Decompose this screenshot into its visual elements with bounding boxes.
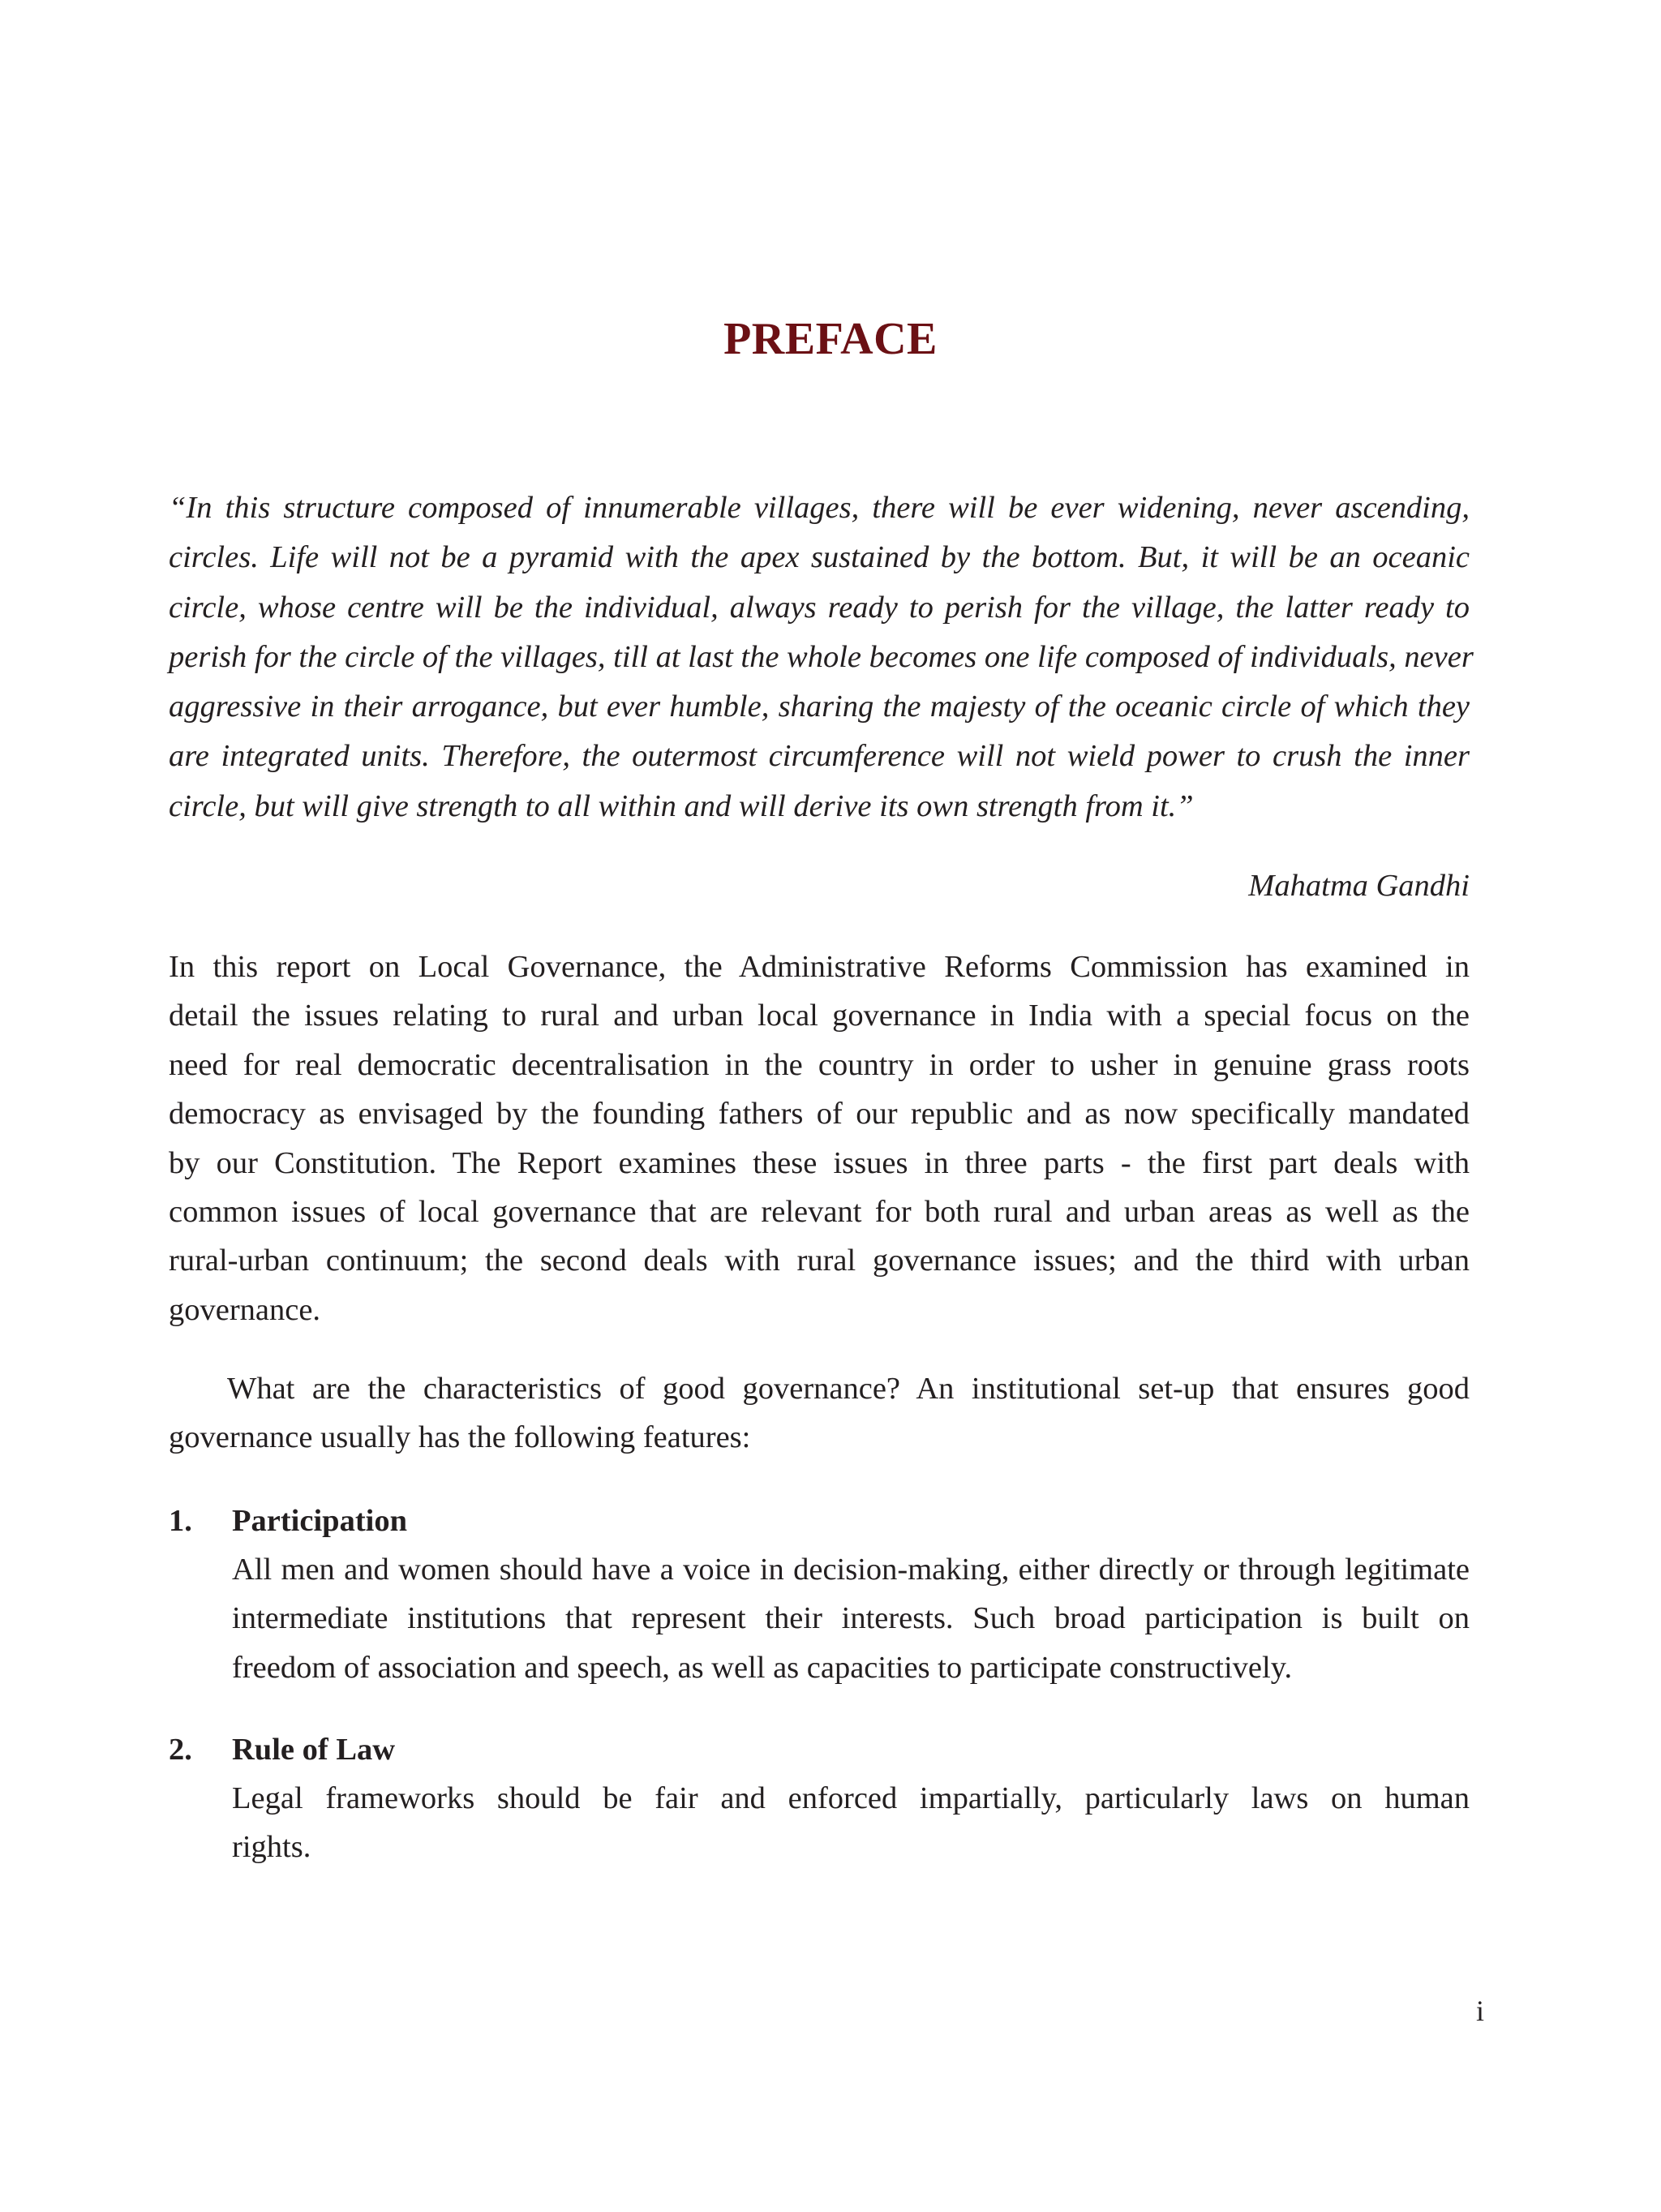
- quote-line: “In this structure composed of innumerable villages, there will be ever widening, never ascending,: [169, 491, 1470, 525]
- quote-line: circle, but will give strength to all within and will derive its own strength from it.”: [169, 788, 1194, 823]
- paragraph-line: rural-urban continuum; the second deals with rural governance issues; and the third with urban: [169, 1243, 1470, 1278]
- paragraph-line: common issues of local governance that are relevant for both rural and urban areas as well as the: [169, 1195, 1470, 1230]
- paragraph-line: need for real democratic decentralisation in the country in order to usher in genuine grass roots: [169, 1047, 1470, 1082]
- paragraph-line: detail the issues relating to rural and urban local governance in India with a special focus on the: [169, 999, 1470, 1033]
- feature-number: 2.: [169, 1733, 192, 1767]
- feature-description: [232, 1774, 1470, 1872]
- feature-line: All men and women should have a voice in decision-making, either directly or through legitimate: [232, 1553, 1470, 1587]
- feature-description: [232, 1545, 1470, 1692]
- quote-line: perish for the circle of the villages, till at last the whole becomes one life composed of individuals, never: [169, 639, 1474, 674]
- gandhi-quote: [169, 483, 1474, 831]
- paragraph-line: What are the characteristics of good governance? An institutional set-up that ensures good: [227, 1372, 1470, 1406]
- quote-attribution: Mahatma Gandhi: [1248, 869, 1470, 903]
- quote-line: circles. Life will not be a pyramid with the apex sustained by the bottom. But, it will be an oceanic: [169, 540, 1470, 575]
- characteristics-paragraph: [169, 1364, 1470, 1462]
- paragraph-line: democracy as envisaged by the founding fathers of our republic and as now specifically mandated: [169, 1097, 1470, 1132]
- intro-paragraph: [169, 943, 1470, 1334]
- quote-line: circle, whose centre will be the individual, always ready to perish for the village, the latter ready to: [169, 590, 1470, 625]
- paragraph-line: governance.: [169, 1292, 321, 1327]
- page-number: i: [1475, 1995, 1484, 2027]
- quote-line: are integrated units. Therefore, the outermost circumference will not wield power to crush the inner: [169, 739, 1470, 774]
- quote-line: aggressive in their arrogance, but ever humble, sharing the majesty of the oceanic circle of which they: [169, 689, 1470, 724]
- feature-line: rights.: [232, 1830, 311, 1865]
- paragraph-line: by our Constitution. The Report examines these issues in three parts - the first part deals with: [169, 1145, 1470, 1180]
- feature-line: freedom of association and speech, as well as capacities to participate constructively.: [232, 1650, 1293, 1685]
- paragraph-line: governance usually has the following features:: [169, 1420, 751, 1455]
- feature-line: Legal frameworks should be fair and enforced impartially, particularly laws on human: [232, 1781, 1470, 1815]
- feature-number: 1.: [169, 1504, 192, 1538]
- feature-heading: Rule of Law: [232, 1733, 396, 1767]
- feature-heading: Participation: [232, 1504, 407, 1538]
- paragraph-line: In this report on Local Governance, the Administrative Reforms Commission has examined in: [169, 950, 1470, 984]
- feature-line: intermediate institutions that represent their interests. Such broad participation is built on: [232, 1601, 1470, 1636]
- page-title: PREFACE: [723, 314, 938, 364]
